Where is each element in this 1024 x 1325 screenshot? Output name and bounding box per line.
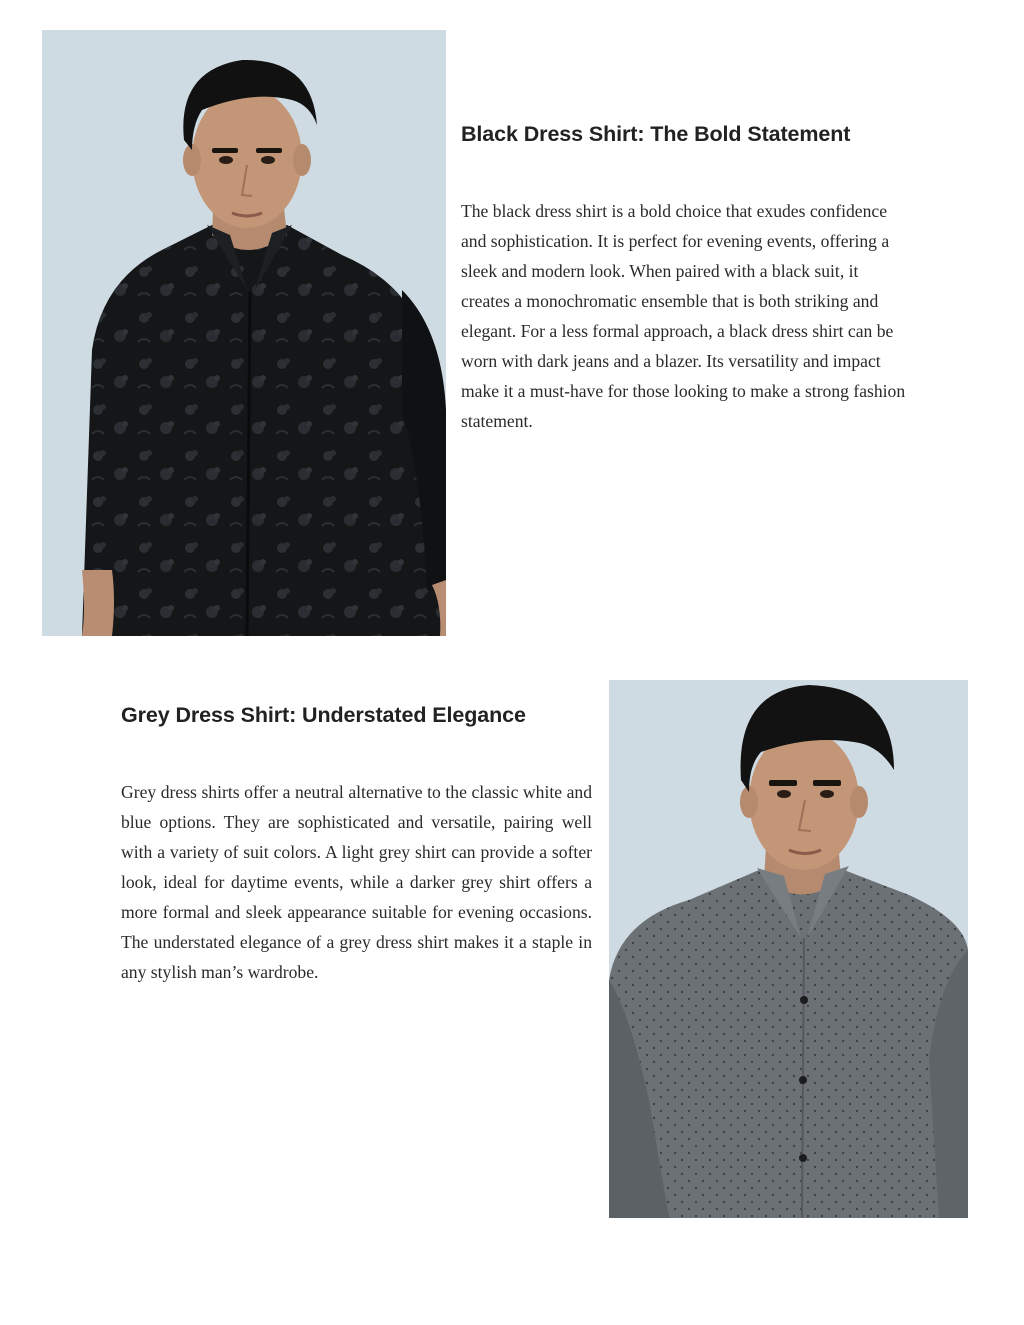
grey-shirt-photo: [609, 680, 968, 1218]
section-body-black-shirt: The black dress shirt is a bold choice that exudes confidence and sophistication. It is perfect for evening events, offering a sleek and modern look. When paired with a black suit, it creates a monochromatic ensemble that is both striking and elegant. For a less formal approach, a black dress shirt can be worn with dark jeans and a blazer. Its versatility and impact make it a must-have for those looking to make a strong fashion statement.: [461, 201, 906, 431]
section-heading-black-shirt: Black Dress Shirt: The Bold Statement: [461, 122, 851, 146]
section-heading-grey-shirt: Grey Dress Shirt: Understated Elegance: [121, 703, 526, 727]
black-shirt-photo: [42, 30, 446, 636]
section-body-grey-shirt: Grey dress shirts offer a neutral alternative to the classic white and blue options. They are sophisticated and versatile, pairing well with a variety of suit colors. A light grey shirt can provide a softer look, ideal for daytime events, while a darker grey shirt offers a more formal and sleek appearance suitable for evening occasions. The understated elegance of a grey dress shirt makes it a staple in any stylish man’s wardrobe.: [121, 782, 592, 982]
